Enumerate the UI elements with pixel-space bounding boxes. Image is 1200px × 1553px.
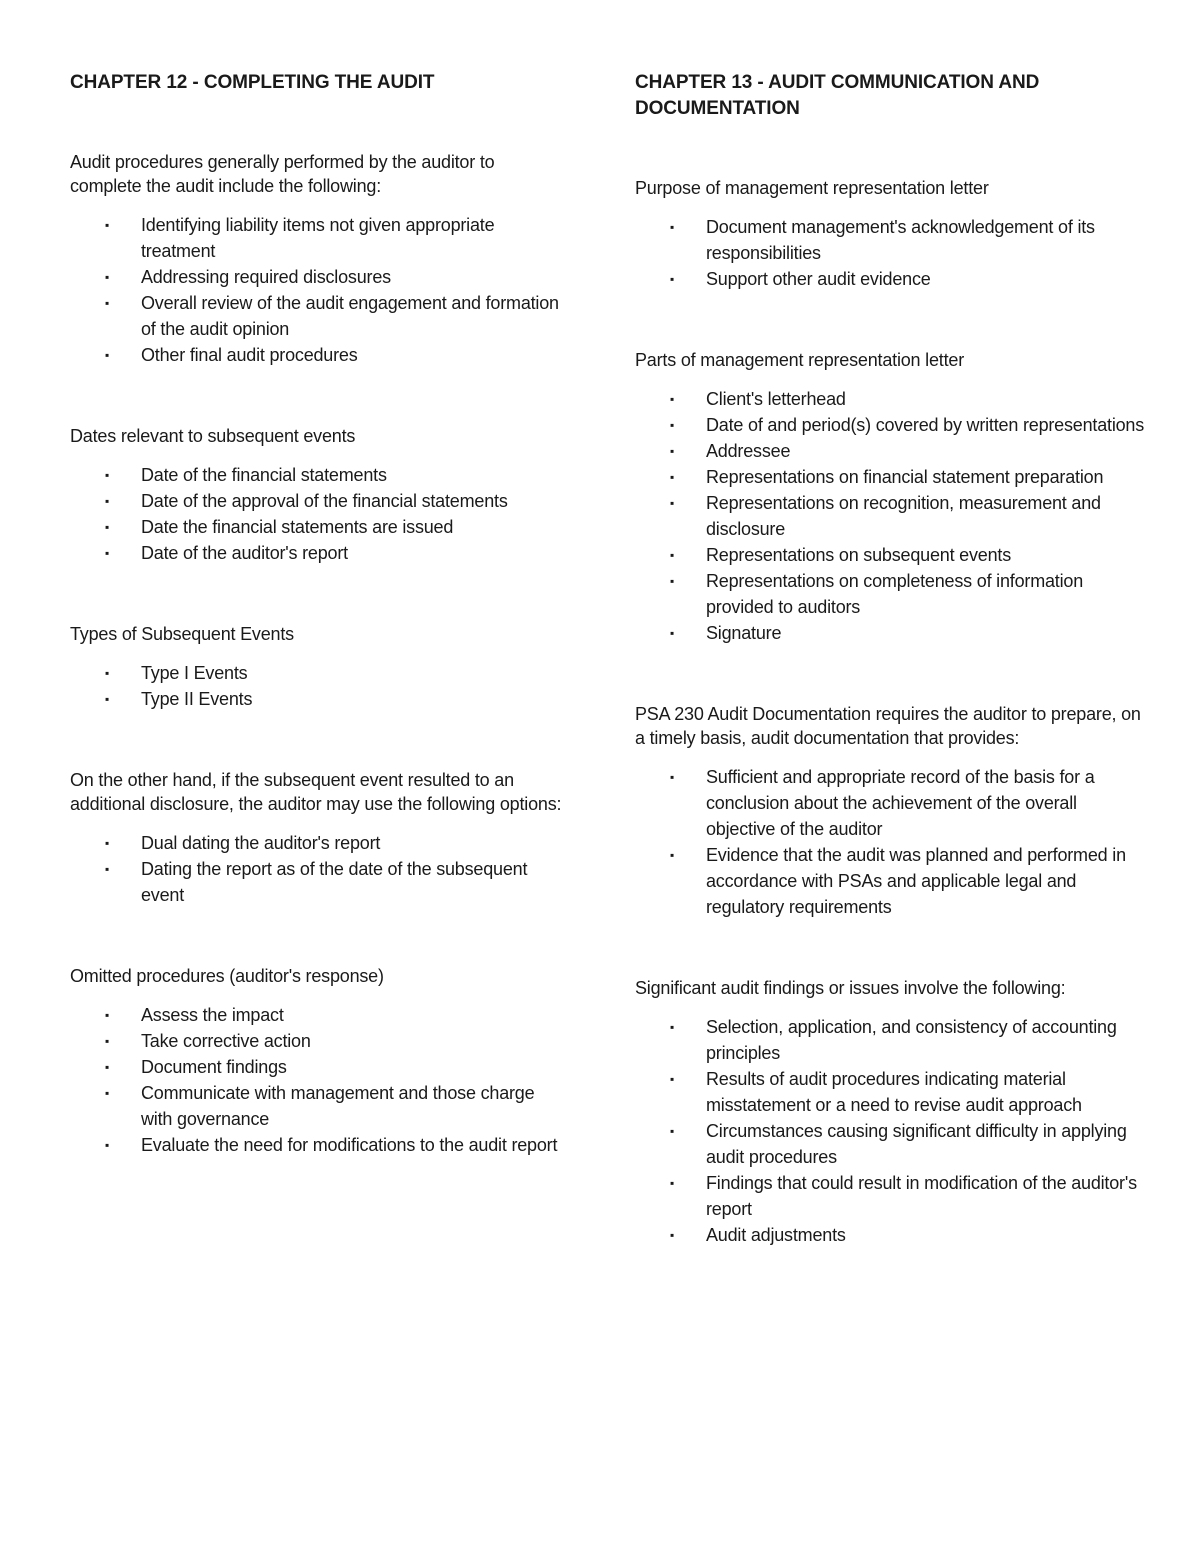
section-psa-230 [635, 702, 1145, 920]
list-item: ▪ Addressee [706, 438, 1145, 464]
bullet-list [70, 660, 570, 712]
bullet-icon: ▪ [105, 546, 110, 560]
list-item: ▪ Type II Events [141, 686, 570, 712]
section-heading: Dates relevant to subsequent events [70, 426, 356, 446]
section-omitted-procedures [70, 964, 570, 1158]
list-item: ▪ Audit adjustments [706, 1222, 1145, 1248]
section-heading: Significant audit findings or issues involve the following: [635, 978, 1066, 998]
bullet-icon: ▪ [105, 666, 110, 680]
left-column [70, 70, 570, 1158]
bullet-icon: ▪ [670, 626, 675, 640]
list-item: ▪ Date of the financial statements [141, 462, 570, 488]
list-item: ▪ Dual dating the auditor's report [141, 830, 570, 856]
bullet-icon: ▪ [105, 468, 110, 482]
right-column [635, 70, 1145, 1248]
list-item: ▪ Take corrective action [141, 1028, 570, 1054]
bullet-icon: ▪ [670, 1072, 675, 1086]
bullet-icon: ▪ [105, 836, 110, 850]
bullet-list [70, 462, 570, 566]
bullet-icon: ▪ [105, 1138, 110, 1152]
list-item: ▪ Circumstances causing significant difficulty in applying audit procedures [706, 1118, 1145, 1170]
list-item: ▪ Representations on recognition, measurement and disclosure [706, 490, 1145, 542]
bullet-icon: ▪ [105, 1060, 110, 1074]
section-additional-disclosure-options [70, 768, 570, 908]
list-item: ▪ Document management's acknowledgement of its responsibilities [706, 214, 1145, 266]
bullet-icon: ▪ [105, 1008, 110, 1022]
section-purpose-representation-letter [635, 176, 1145, 292]
bullet-list [70, 830, 570, 908]
list-item: ▪ Date of the approval of the financial statements [141, 488, 570, 514]
list-item: ▪ Sufficient and appropriate record of the basis for a conclusion about the achievement of the overall objective of the auditor [706, 764, 1145, 842]
list-item: ▪ Document findings [141, 1054, 570, 1080]
list-item: ▪ Client's letterhead [706, 386, 1145, 412]
bullet-list [635, 764, 1145, 920]
bullet-icon: ▪ [670, 418, 675, 432]
bullet-icon: ▪ [105, 270, 110, 284]
bullet-icon: ▪ [670, 1124, 675, 1138]
list-item: ▪ Representations on subsequent events [706, 542, 1145, 568]
bullet-list [635, 1014, 1145, 1248]
section-heading: Audit procedures generally performed by the auditor to complete the audit include the following: [70, 152, 495, 196]
bullet-icon: ▪ [105, 348, 110, 362]
bullet-icon: ▪ [105, 1034, 110, 1048]
chapter-13-title: CHAPTER 13 - AUDIT COMMUNICATION AND DOCUMENTATION [635, 72, 1040, 119]
list-item: ▪ Signature [706, 620, 1145, 646]
section-types-subsequent-events [70, 622, 570, 712]
section-significant-findings [635, 976, 1145, 1248]
bullet-icon: ▪ [670, 272, 675, 286]
bullet-icon: ▪ [670, 220, 675, 234]
bullet-list [635, 214, 1145, 292]
list-item: ▪ Date of and period(s) covered by written representations [706, 412, 1145, 438]
bullet-icon: ▪ [105, 218, 110, 232]
list-item: ▪ Selection, application, and consistency of accounting principles [706, 1014, 1145, 1066]
list-item: ▪ Evaluate the need for modifications to the audit report [141, 1132, 570, 1158]
bullet-icon: ▪ [670, 848, 675, 862]
bullet-icon: ▪ [670, 1020, 675, 1034]
bullet-icon: ▪ [105, 1086, 110, 1100]
bullet-icon: ▪ [670, 548, 675, 562]
list-item: ▪ Type I Events [141, 660, 570, 686]
section-heading: Parts of management representation letter [635, 350, 964, 370]
bullet-icon: ▪ [670, 470, 675, 484]
list-item: ▪ Support other audit evidence [706, 266, 1145, 292]
list-item: ▪ Evidence that the audit was planned and performed in accordance with PSAs and applicable legal and regulatory requirements [706, 842, 1145, 920]
bullet-icon: ▪ [670, 770, 675, 784]
section-heading: On the other hand, if the subsequent event resulted to an additional disclosure, the auditor may use the following options: [70, 770, 562, 814]
list-item: ▪ Identifying liability items not given appropriate treatment [141, 212, 570, 264]
list-item: ▪ Representations on completeness of information provided to auditors [706, 568, 1145, 620]
bullet-list [70, 212, 570, 368]
section-heading: Types of Subsequent Events [70, 624, 294, 644]
section-parts-representation-letter [635, 348, 1145, 646]
bullet-icon: ▪ [105, 862, 110, 876]
list-item: ▪ Other final audit procedures [141, 342, 570, 368]
list-item: ▪ Representations on financial statement preparation [706, 464, 1145, 490]
list-item: ▪ Results of audit procedures indicating material misstatement or a need to revise audit approach [706, 1066, 1145, 1118]
bullet-icon: ▪ [670, 574, 675, 588]
bullet-icon: ▪ [105, 296, 110, 310]
list-item: ▪ Findings that could result in modification of the auditor's report [706, 1170, 1145, 1222]
section-heading: Omitted procedures (auditor's response) [70, 966, 384, 986]
section-dates-subsequent-events [70, 424, 570, 566]
list-item: ▪ Date of the auditor's report [141, 540, 570, 566]
bullet-icon: ▪ [670, 392, 675, 406]
chapter-12-title: CHAPTER 12 - COMPLETING THE AUDIT [70, 72, 435, 93]
list-item: ▪ Communicate with management and those charge with governance [141, 1080, 570, 1132]
section-heading: PSA 230 Audit Documentation requires the auditor to prepare, on a timely basis, audit documentation that provides: [635, 704, 1141, 748]
bullet-icon: ▪ [105, 494, 110, 508]
bullet-icon: ▪ [670, 1176, 675, 1190]
bullet-list [70, 1002, 570, 1158]
bullet-icon: ▪ [670, 444, 675, 458]
bullet-icon: ▪ [105, 692, 110, 706]
list-item: ▪ Assess the impact [141, 1002, 570, 1028]
list-item: ▪ Date the financial statements are issued [141, 514, 570, 540]
list-item: ▪ Overall review of the audit engagement and formation of the audit opinion [141, 290, 570, 342]
bullet-icon: ▪ [105, 520, 110, 534]
section-heading: Purpose of management representation letter [635, 178, 989, 198]
bullet-icon: ▪ [670, 1228, 675, 1242]
bullet-icon: ▪ [670, 496, 675, 510]
section-audit-procedures [70, 150, 570, 368]
list-item: ▪ Addressing required disclosures [141, 264, 570, 290]
bullet-list [635, 386, 1145, 646]
list-item: ▪ Dating the report as of the date of the subsequent event [141, 856, 570, 908]
